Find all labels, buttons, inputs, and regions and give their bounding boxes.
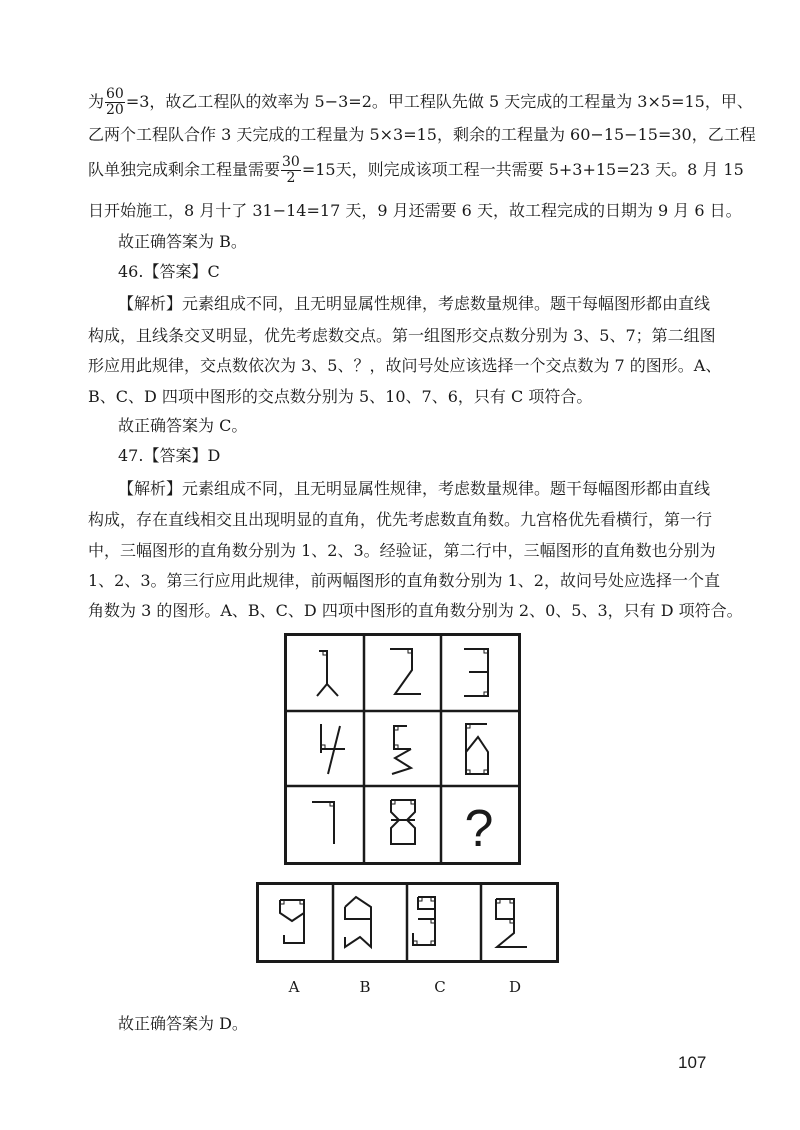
- answer-conclusion: 故正确答案为 C。: [118, 416, 248, 435]
- puzzle-nine-grid: [284, 633, 521, 865]
- puzzle-grid-drawing: [287, 636, 518, 862]
- grid-figure-7: [312, 802, 334, 844]
- grid-figure-8: [391, 800, 415, 844]
- option-label-d: D: [508, 978, 522, 996]
- text-line: [88, 86, 753, 118]
- option-figure-a: [280, 900, 304, 943]
- fraction-numerator: 60: [106, 86, 124, 102]
- page-number: 107: [678, 1053, 707, 1072]
- answer-conclusion: 故正确答案为 B。: [118, 232, 247, 251]
- text-line: 形应用此规律，交点数依次为 3、5、？，故问号处应该选择一个交点数为 7 的图形。A、: [88, 356, 722, 375]
- text-line: 中，三幅图形的直角数分别为 1、2、3。经验证，第二行中，三幅图形的直角数也分别为: [88, 541, 716, 560]
- question-mark: ?: [464, 800, 494, 858]
- text-segment: =15天，则完成该项工程一共需要 5+3+15=23 天。8 月 15: [301, 160, 744, 179]
- fraction-numerator: 30: [282, 154, 300, 170]
- grid-figure-2: [390, 649, 421, 694]
- option-label-c: C: [434, 978, 446, 996]
- text-line: B、C、D 四项中图形的交点数分别为 5、10、7、6，只有 C 项符合。: [88, 387, 593, 406]
- text-line: 乙两个工程队合作 3 天完成的工程量为 5×3=15，剩余的工程量为 60−15−15=30，乙工程: [88, 125, 756, 144]
- text-line: 1、2、3。第三行应用此规律，前两幅图形的直角数分别为 1、2，故问号处应选择一个直: [88, 571, 720, 590]
- question-47-heading: 47.【答案】D: [118, 446, 221, 465]
- text-line: 【解析】元素组成不同，且无明显属性规律，考虑数量规律。题干每幅图形都由直线: [118, 479, 711, 498]
- grid-figure-3: [464, 649, 488, 696]
- text-line: [88, 154, 744, 186]
- text-line: 【解析】元素组成不同，且无明显属性规律，考虑数量规律。题干每幅图形都由直线: [118, 294, 711, 313]
- text-segment: 为: [88, 92, 105, 111]
- text-line: 日开始施工，8 月十了 31−14=17 天，9 月还需要 6 天，故工程完成的日期为 9 月 6 日。: [88, 201, 742, 220]
- option-figure-d: [496, 899, 527, 947]
- option-figure-b: [345, 897, 371, 947]
- question-46-heading: 46.【答案】C: [118, 262, 220, 281]
- text-line: 构成，且线条交叉明显，优先考虑数交点。第一组图形交点数分别为 3、5、7；第二组图: [88, 326, 716, 345]
- grid-figure-5: [392, 726, 411, 774]
- text-segment: =3，故乙工程队的效率为 5−3=2。甲工程队先做 5 天完成的工程量为 3×5=15，甲、: [125, 92, 753, 111]
- text-segment: 队单独完成剩余工程量需要: [88, 160, 281, 179]
- grid-figure-6: [466, 724, 488, 774]
- option-figures: [256, 882, 559, 963]
- fraction-denominator: 2: [286, 170, 296, 186]
- text-line: 构成，存在直线相交且出现明显的直角，优先考虑数直角数。九宫格优先看横行，第一行: [88, 510, 713, 529]
- option-label-a: A: [288, 978, 300, 996]
- grid-figure-1: [317, 651, 338, 696]
- fraction: [105, 87, 125, 118]
- fraction-denominator: 20: [106, 102, 124, 118]
- fraction: [281, 155, 301, 186]
- answer-conclusion: 故正确答案为 D。: [118, 1014, 248, 1033]
- text-line: 角数为 3 的图形。A、B、C、D 四项中图形的直角数分别为 2、0、5、3，只有 D 项符合。: [88, 601, 743, 620]
- option-figures-drawing: [259, 885, 556, 960]
- grid-figure-4: [321, 724, 345, 774]
- option-figure-c: [413, 897, 435, 945]
- option-label-b: B: [359, 978, 371, 996]
